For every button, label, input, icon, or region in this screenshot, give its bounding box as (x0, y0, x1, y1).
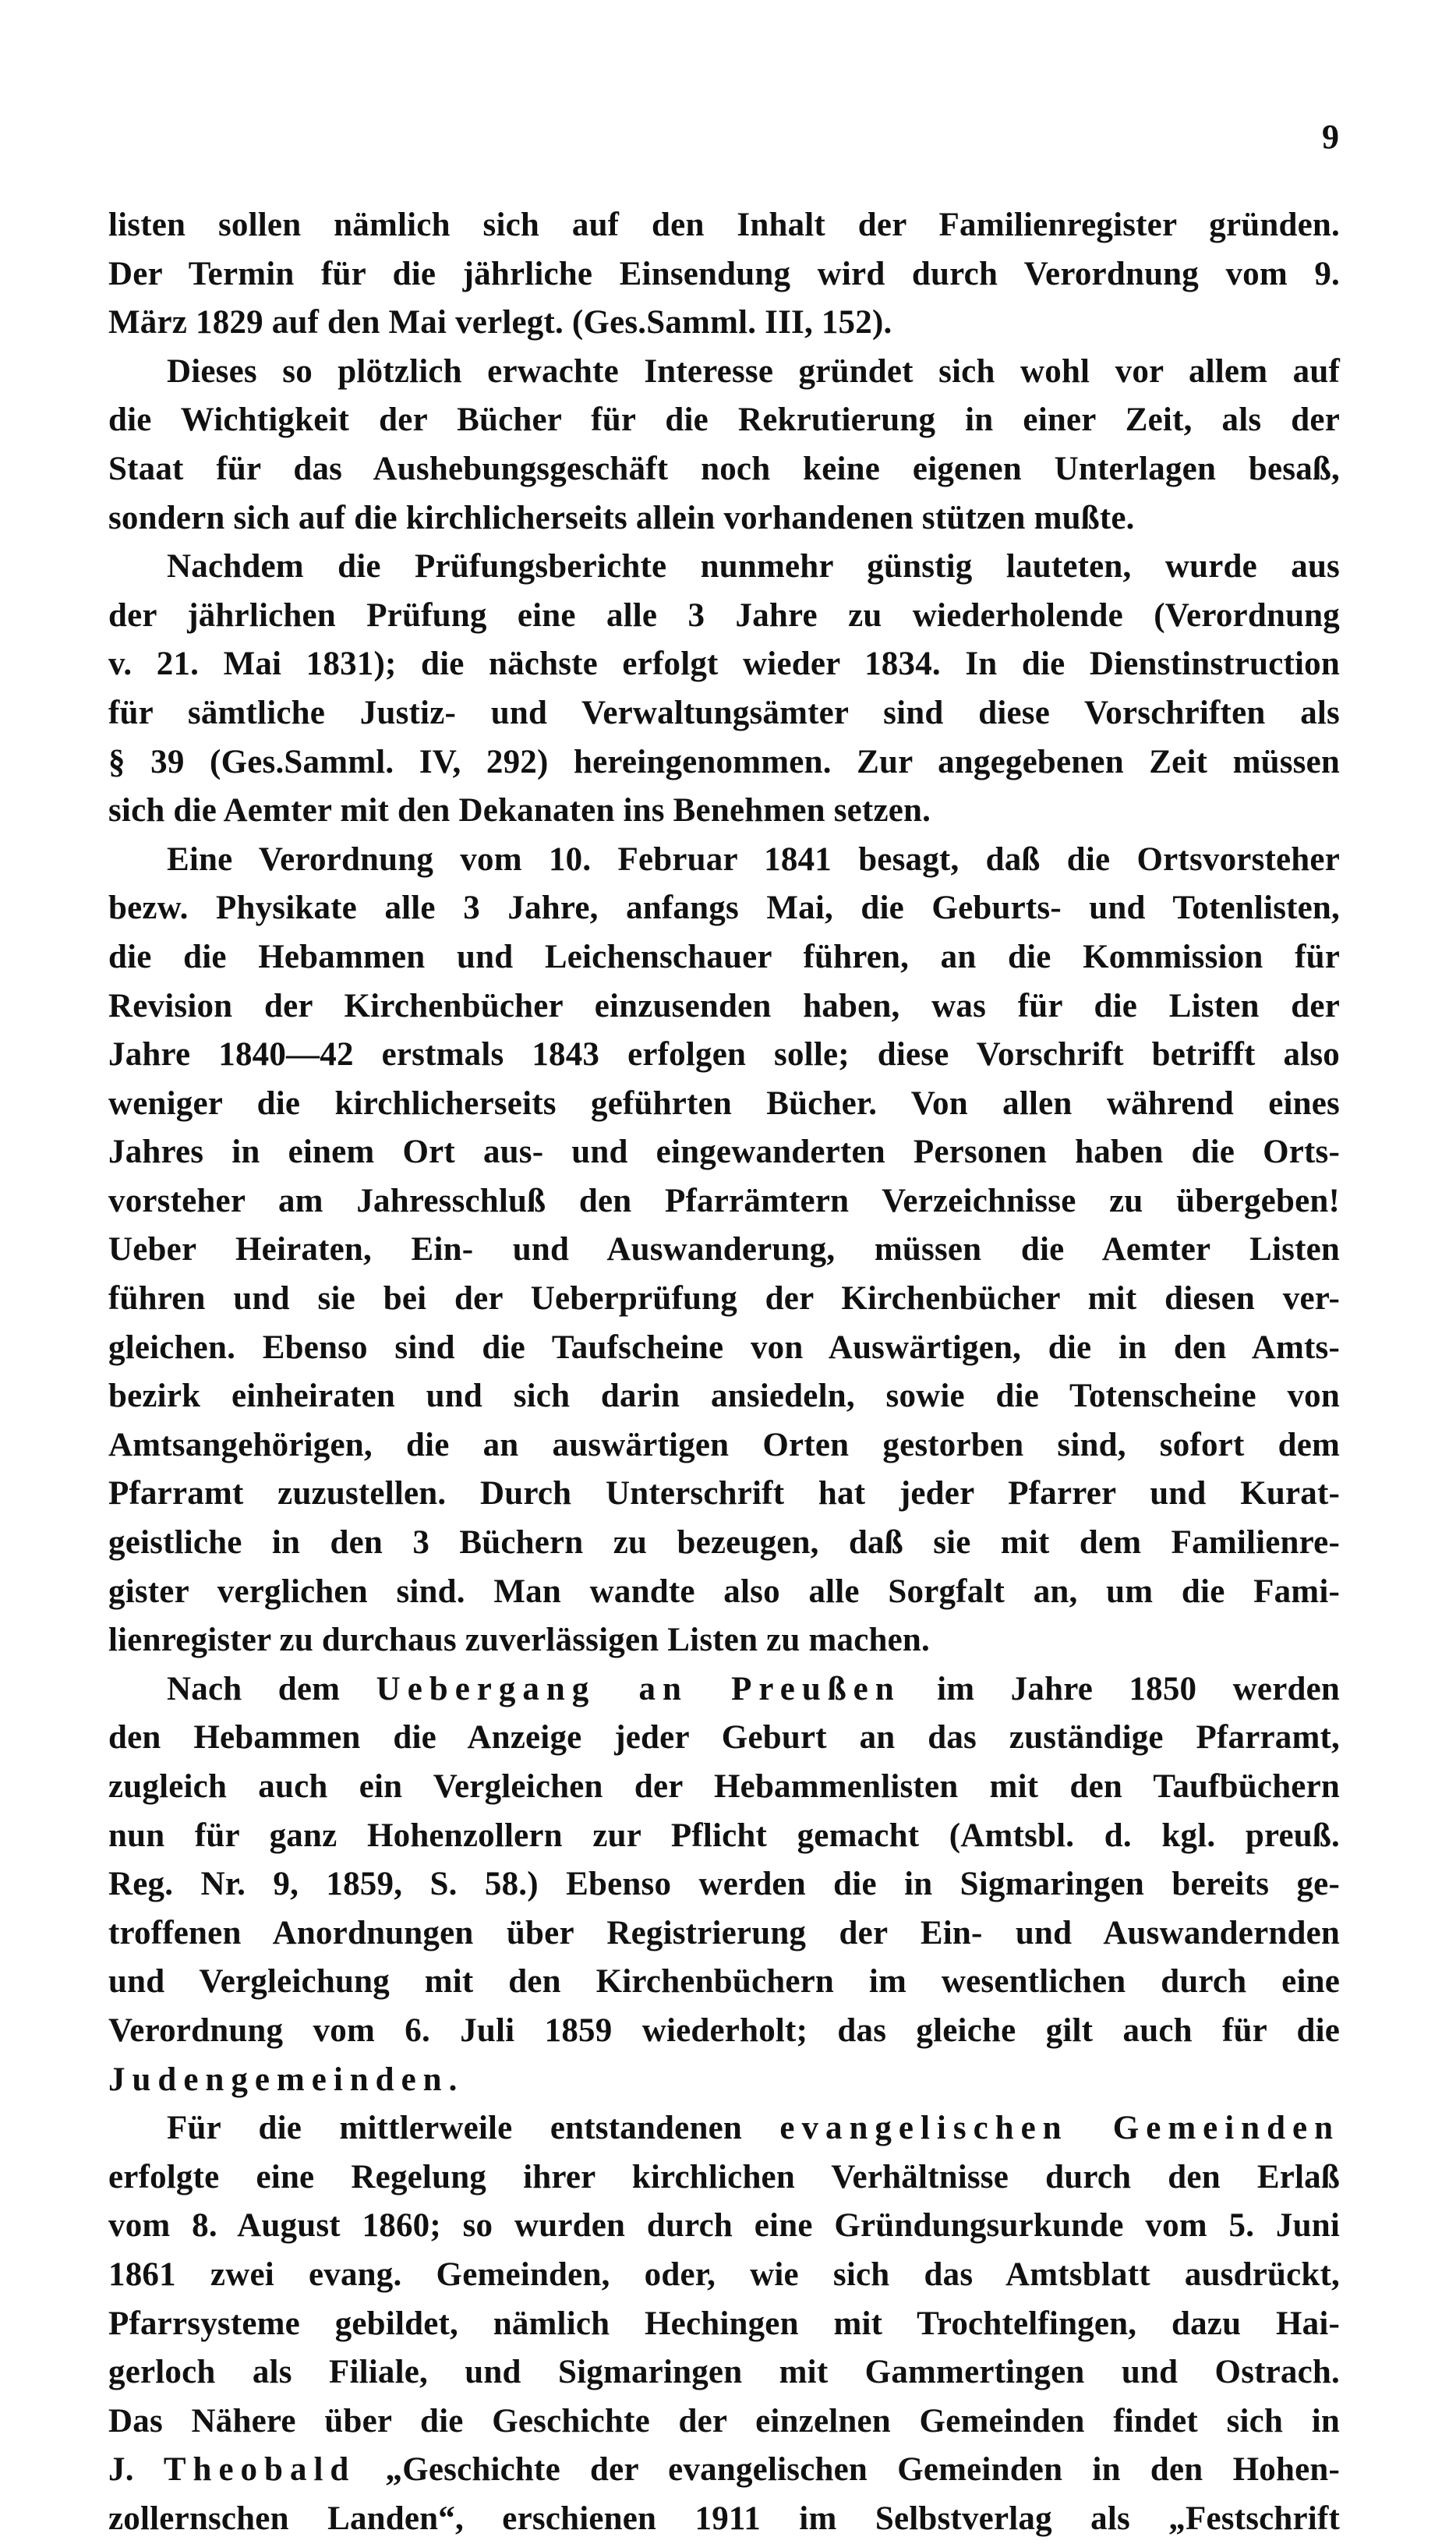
spaced-emphasis-text: Theobald (163, 2451, 356, 2489)
text-segment: Pfarrsysteme gebildet, nämlich Hechingen mit Trochtelfingen, dazu Hai- (108, 2305, 1340, 2342)
text-line (108, 1080, 1340, 1129)
spaced-emphasis-text: Judengemeinden (108, 2061, 449, 2098)
text-segment: vorsteher am Jahresschluß den Pfarrämtern Verzeichnisse zu übergeben! (108, 1182, 1340, 1219)
text-segment: erfolgte eine Regelung ihrer kirchlichen Verhältnisse durch den Erlaß (108, 2158, 1340, 2195)
text-line (108, 689, 1340, 738)
text-segment: nun für ganz Hohenzollern zur Pflicht gemacht (Amtsbl. d. kgl. preuß. (108, 1817, 1340, 1854)
text-line (108, 543, 1340, 592)
text-line (108, 1470, 1340, 1519)
text-segment: zollernschen Landen“, erschienen 1911 im Selbstverlag als „Festschrift (108, 2500, 1340, 2537)
text-line (108, 1812, 1340, 1861)
text-segment: listen sollen nämlich sich auf den Inhalt der Familienregister gründen. (108, 207, 1340, 243)
text-line (108, 2202, 1340, 2251)
text-segment: für sämtliche Justiz- und Verwaltungsämter sind diese Vorschriften als (108, 694, 1340, 731)
text-segment: „Geschichte der evangelischen Gemeinden in den Hohen- (355, 2451, 1340, 2489)
text-line (108, 1275, 1340, 1324)
text-segment: sich die Aemter mit den Dekanaten ins Benehmen setzen. (108, 792, 931, 830)
text-line (108, 1909, 1340, 1958)
text-line (108, 201, 1340, 250)
text-segment: Amtsangehörigen, die an auswärtigen Orten gestorben sind, sofort dem (108, 1426, 1340, 1463)
text-line (108, 787, 1340, 836)
text-line (108, 592, 1340, 641)
text-segment: v. 21. Mai 1831); die nächste erfolgt wieder 1834. In die Dienstinstruction (108, 646, 1340, 683)
text-line (108, 1714, 1340, 1763)
text-segment: Jahres in einem Ort aus- und eingewanderten Personen haben die Orts- (108, 1134, 1340, 1171)
text-line (108, 445, 1340, 494)
text-segment: den Hebammen die Anzeige jeder Geburt an das zuständige Pfarramt, (108, 1719, 1340, 1757)
text-line (108, 1519, 1340, 1568)
text-segment: bezw. Physikate alle 3 Jahre, anfangs Mai, die Geburts- und Totenlisten, (108, 890, 1340, 927)
text-segment: die die Hebammen und Leichenschauer führen, an die Kommission für (108, 938, 1340, 975)
text-line (108, 1665, 1340, 1714)
text-segment: sondern sich auf die kirchlicherseits allein vorhandenen stützen mußte. (108, 499, 1135, 536)
text-line (108, 2007, 1340, 2056)
text-segment: vom 8. August 1860; so wurden durch eine Gründungsurkunde vom 5. Juni (108, 2207, 1340, 2245)
text-segment: und Vergleichung mit den Kirchenbüchern im wesentlichen durch eine (108, 1963, 1340, 2001)
text-line (108, 348, 1340, 397)
text-segment: Revision der Kirchenbücher einzusenden haben, was für die Listen der (108, 987, 1340, 1024)
text-line (108, 1226, 1340, 1275)
text-segment: Das Nähere über die Geschichte der einzelnen Gemeinden findet sich in (108, 2402, 1340, 2440)
text-line (108, 1421, 1340, 1470)
text-line (108, 738, 1340, 787)
text-segment: § 39 (Ges.Samml. IV, 292) hereingenommen. Zur angegebenen Zeit müssen (108, 743, 1340, 780)
text-segment: J. (108, 2451, 164, 2489)
text-segment: Nach dem (167, 1670, 376, 1707)
text-segment: Jahre 1840—42 erstmals 1843 erfolgen solle; diese Vorschrift betrifft also (108, 1036, 1340, 1074)
text-segment: führen und sie bei der Ueberprüfung der Kirchenbücher mit diesen ver- (108, 1280, 1340, 1318)
text-line (108, 1031, 1340, 1080)
text-segment: . (448, 2061, 458, 2098)
text-segment: gister verglichen sind. Man wandte also alle Sorgfalt an, um die Fami- (108, 1573, 1340, 1610)
text-line (108, 1763, 1340, 1812)
text-line (108, 933, 1340, 982)
text-segment: Staat für das Aushebungsgeschäft noch keine eigenen Unterlagen besaß, (108, 450, 1340, 487)
text-segment: gerloch als Filiale, und Sigmaringen mit Gammertingen und Ostrach. (108, 2354, 1340, 2391)
text-line (108, 1177, 1340, 1226)
text-line (108, 1568, 1340, 1617)
text-segment: die Wichtigkeit der Bücher für die Rekrutierung in einer Zeit, als der (108, 402, 1340, 439)
text-segment: troffenen Anordnungen über Registrierung der Ein- und Auswandernden (108, 1914, 1340, 1951)
text-line (108, 299, 1340, 348)
text-segment: Nachdem die Prüfungsberichte nunmehr günstig lauteten, wurde aus (167, 548, 1340, 586)
text-segment: lienregister zu durchaus zuverlässigen Listen zu machen. (108, 1622, 930, 1659)
text-segment: der jährlichen Prüfung eine alle 3 Jahre zu wiederholende (Verordnung (108, 596, 1340, 634)
text-line (108, 1616, 1340, 1665)
text-segment: März 1829 auf den Mai verlegt. (Ges.Samml. III, 152). (108, 304, 892, 341)
text-line (108, 494, 1340, 543)
text-line (108, 982, 1340, 1031)
text-line (108, 396, 1340, 445)
text-segment: 1861 zwei evang. Gemeinden, oder, wie sich das Amtsblatt ausdrückt, (108, 2256, 1340, 2293)
text-segment: gleichen. Ebenso sind die Taufscheine von Auswärtigen, die in den Amts- (108, 1329, 1340, 1366)
text-line (108, 1958, 1340, 2007)
text-segment: Ueber Heiraten, Ein- und Auswanderung, müssen die Aemter Listen (108, 1231, 1340, 1268)
text-segment: zugleich auch ein Vergleichen der Hebammenlisten mit den Taufbüchern (108, 1768, 1340, 1805)
text-segment: Reg. Nr. 9, 1859, S. 58.) Ebenso werden die in Sigmaringen bereits ge- (108, 1866, 1340, 1903)
text-segment: Für die mittlerweile entstandenen (167, 2110, 780, 2147)
text-line (108, 1324, 1340, 1373)
text-line (108, 250, 1340, 299)
text-line (108, 2348, 1340, 2397)
text-segment: Verordnung vom 6. Juli 1859 wiederholt; das gleiche gilt auch für die (108, 2011, 1340, 2049)
page-number: 9 (1322, 118, 1339, 156)
spaced-emphasis-text: evangelischen Gemeinden (779, 2110, 1340, 2147)
text-line (108, 2153, 1340, 2203)
text-segment: Pfarramt zuzustellen. Durch Unterschrift hat jeder Pfarrer und Kurat- (108, 1475, 1340, 1513)
text-line (108, 2056, 1340, 2105)
text-segment: weniger die kirchlicherseits geführten Bücher. Von allen während eines (108, 1084, 1340, 1122)
text-line (108, 2446, 1340, 2495)
text-line (108, 1860, 1340, 1909)
text-line (108, 1128, 1340, 1177)
text-segment: bezirk einheiraten und sich darin ansiedeln, sowie die Totenscheine von (108, 1378, 1340, 1415)
text-line (108, 836, 1340, 885)
text-segment: Der Termin für die jährliche Einsendung wird durch Verordnung vom 9. (108, 255, 1340, 292)
text-line (108, 2104, 1340, 2153)
text-line (108, 1372, 1340, 1421)
body-text (108, 201, 1340, 2544)
text-line (108, 2495, 1340, 2544)
text-line (108, 2251, 1340, 2300)
text-segment: im Jahre 1850 werden (900, 1670, 1340, 1707)
spaced-emphasis-text: Uebergang an Preußen (376, 1670, 901, 1707)
text-line (108, 2300, 1340, 2349)
text-line (108, 640, 1340, 689)
text-segment: Dieses so plötzlich erwachte Interesse gründet sich wohl vor allem auf (167, 352, 1340, 390)
text-segment: geistliche in den 3 Büchern zu bezeugen, daß sie mit dem Familienre- (108, 1524, 1340, 1562)
text-segment: Eine Verordnung vom 10. Februar 1841 besagt, daß die Ortsvorsteher (167, 840, 1340, 878)
text-line (108, 2397, 1340, 2447)
text-line (108, 884, 1340, 933)
